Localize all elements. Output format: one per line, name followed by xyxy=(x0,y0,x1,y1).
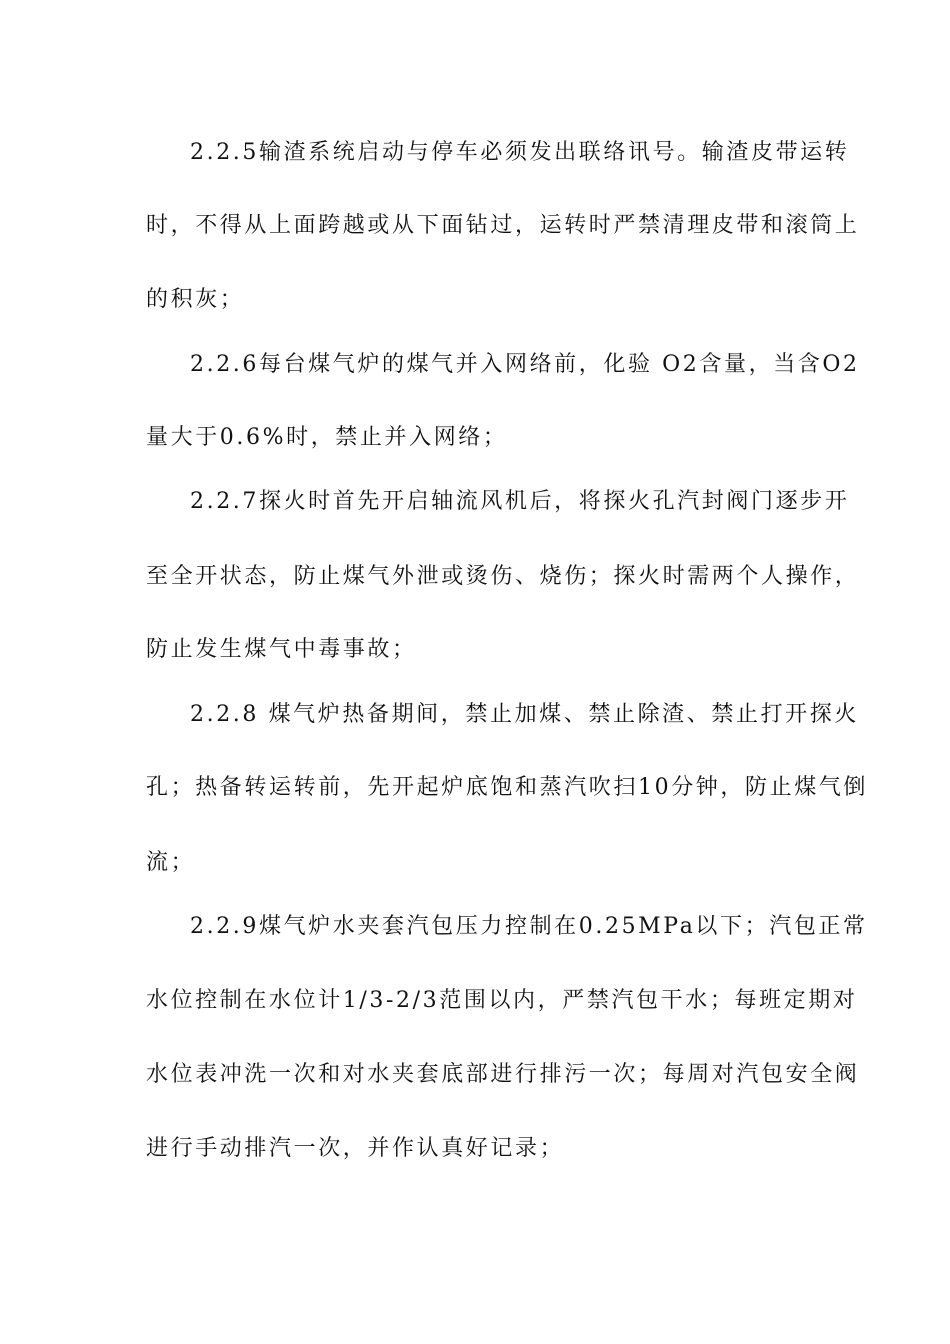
paragraph-2-2-9-line-4: 进行手动排汽一次，并作认真好记录； xyxy=(146,1136,565,1161)
paragraph-2-2-5-line-3: 的积灰； xyxy=(146,287,245,312)
paragraph-2-2-6-line-2: 量大于0.6%时，禁止并入网络； xyxy=(146,425,508,450)
paragraph-2-2-7-line-2: 至全开状态，防止煤气外泄或烫伤、烧伤；探火时需两个人操作， xyxy=(146,564,860,589)
paragraph-2-2-9-line-1: 2.2.9煤气炉水夹套汽包压力控制在0.25MPa以下；汽包正常 xyxy=(190,914,868,939)
paragraph-2-2-8-line-2: 孔；热备转运转前，先开起炉底饱和蒸汽吹扫10分钟，防止煤气倒 xyxy=(146,775,868,800)
paragraph-2-2-8-line-3: 流； xyxy=(146,850,196,875)
paragraph-2-2-9-line-3: 水位表冲洗一次和对水夹套底部进行排污一次；每周对汽包安全阀 xyxy=(146,1062,860,1087)
paragraph-2-2-9-line-2: 水位控制在水位计1/3-2/3范围以内，严禁汽包干水；每班定期对 xyxy=(146,988,858,1013)
paragraph-2-2-5-line-1: 2.2.5输渣系统启动与停车必须发出联络讯号。输渣皮带运转 xyxy=(190,140,850,165)
paragraph-2-2-6-line-1: 2.2.6每台煤气炉的煤气并入网络前，化验 O2含量，当含O2 xyxy=(190,352,860,377)
paragraph-2-2-8-line-1: 2.2.8 煤气炉热备期间，禁止加煤、禁止除渣、禁止打开探火 xyxy=(190,702,859,727)
paragraph-2-2-7-line-1: 2.2.7探火时首先开启轴流风机后，将探火孔汽封阀门逐步开 xyxy=(190,489,850,514)
paragraph-2-2-7-line-3: 防止发生煤气中毒事故； xyxy=(146,637,417,662)
paragraph-2-2-5-line-2: 时，不得从上面跨越或从下面钻过，运转时严禁清理皮带和滚筒上 xyxy=(146,213,860,238)
